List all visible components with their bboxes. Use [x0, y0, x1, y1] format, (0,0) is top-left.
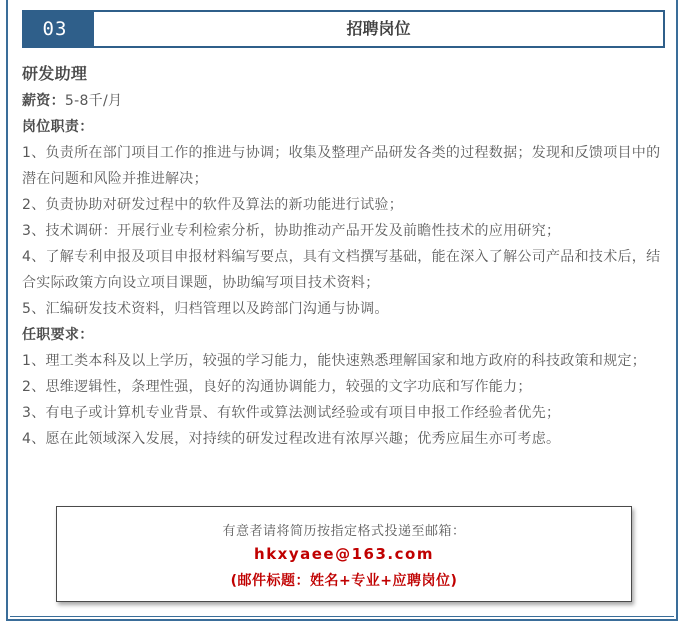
requirement-item: 2、思维逻辑性，条理性强，良好的沟通协调能力，较强的文字功底和写作能力；: [22, 379, 532, 395]
requirements-heading: 任职要求：: [22, 327, 94, 343]
contact-email[interactable]: hkxyaee@163.com: [254, 545, 434, 563]
section-number-badge: 03: [24, 12, 86, 46]
duty-item: 2、负责协助对研发过程中的软件及算法的新功能进行试验；: [22, 197, 404, 213]
duties-heading: 岗位职责：: [22, 119, 94, 135]
email-subject-note: (邮件标题：姓名+专业+应聘岗位): [230, 573, 458, 589]
requirement-item: 4、愿在此领域深入发展，对持续的研发过程改进有浓厚兴趣；优秀应届生亦可考虑。: [22, 431, 561, 447]
salary-label: 薪资：: [22, 93, 65, 109]
job-title: 研发助理: [22, 64, 88, 83]
section-title: 招聘岗位: [346, 19, 411, 38]
requirement-item: 1、理工类本科及以上学历，较强的学习能力，能快速熟悉理解国家和地方政府的科技政策和规定；: [22, 353, 647, 369]
salary-line: [22, 88, 662, 114]
duty-item: 1、负责所在部门项目工作的推进与协调；收集及整理产品研发各类的过程数据；发现和反馈项目中的潜在问题和风险并推进解决；: [22, 145, 661, 187]
duty-item: 4、了解专利申报及项目申报材料编写要点，具有文档撰写基础，能在深入了解公司产品和技术后，结合实际政策方向设立项目课题，协助编写项目技术资料；: [22, 249, 661, 291]
salary-value: 5-8千/月: [64, 93, 123, 109]
duty-item: 3、技术调研：开展行业专利检索分析，协助推动产品开发及前瞻性技术的应用研究；: [22, 223, 561, 239]
contact-box: [56, 506, 632, 602]
requirement-item: 3、有电子或计算机专业背景、有软件或算法测试经验或有项目申报工作经验者优先；: [22, 405, 561, 421]
section-header: [22, 10, 665, 48]
contact-intro: 有意者请将简历按指定格式投递至邮箱：: [222, 524, 466, 539]
duty-item: 5、汇编研发技术资料，归档管理以及跨部门沟通与协调。: [22, 301, 389, 317]
job-description: [22, 60, 662, 452]
